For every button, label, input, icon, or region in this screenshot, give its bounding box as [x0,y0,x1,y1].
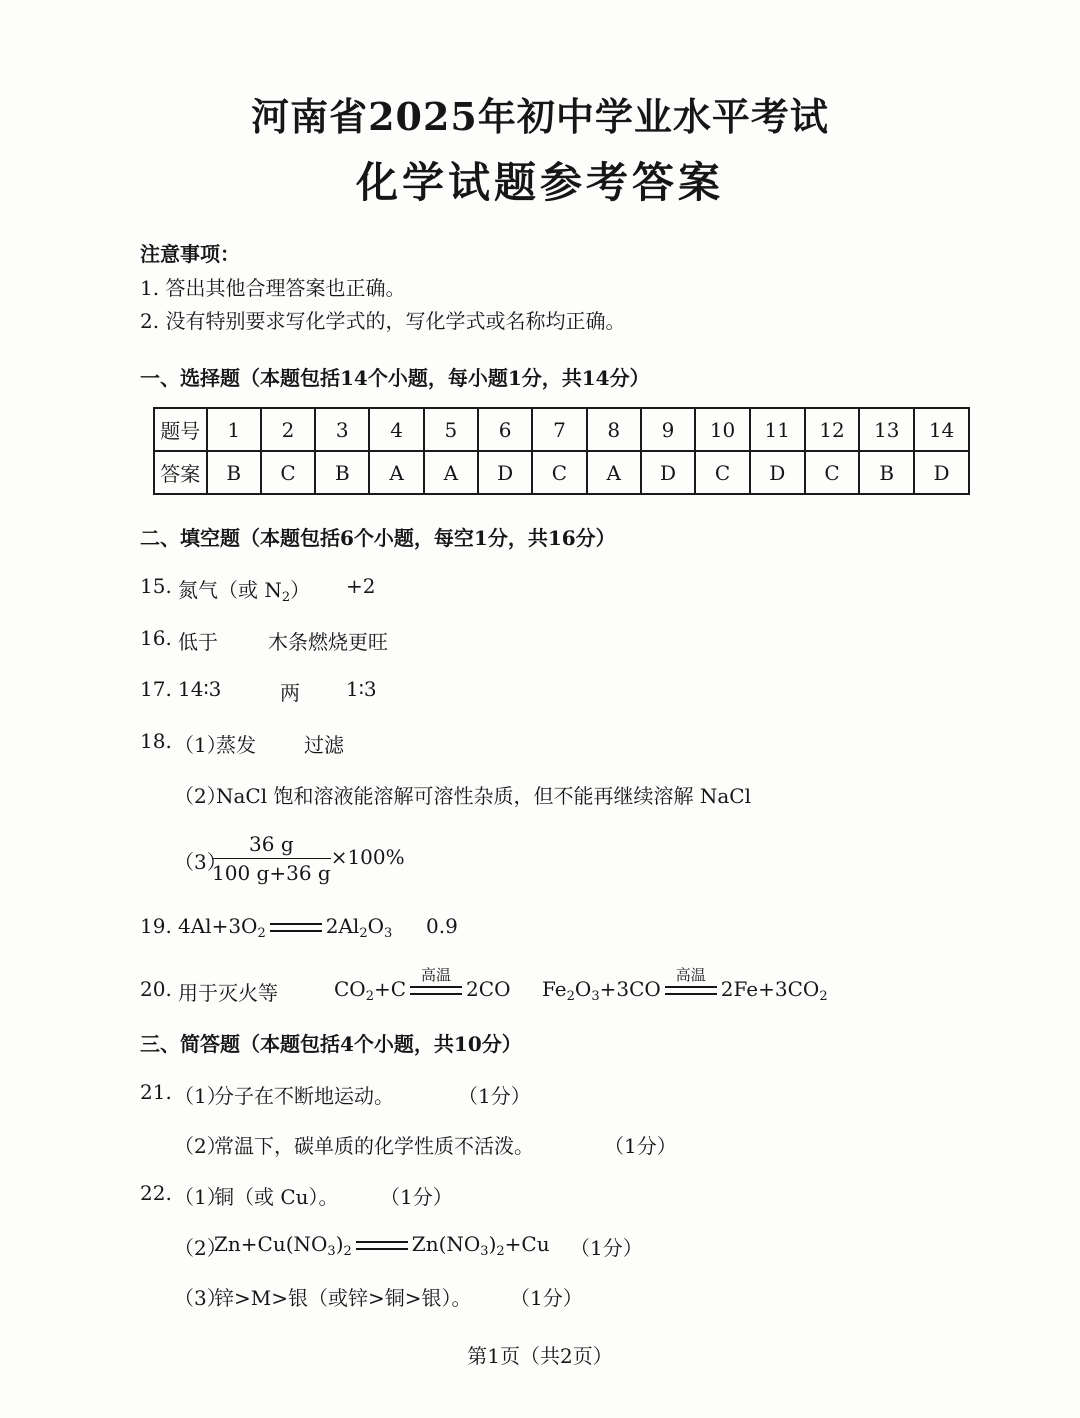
table-cell: C [695,451,750,494]
q21-part2-score: （1分） [604,1134,677,1158]
q20-number: 20. [140,977,172,1001]
section-2-heading: 二、填空题（本题包括6个小题，每空1分，共16分） [140,526,616,550]
table-cell: 9 [641,408,695,451]
equals-sign [356,1241,408,1250]
table-cell: A [424,451,478,494]
q22-part3-score: （1分） [510,1286,583,1310]
q18-number: 18. [140,729,172,753]
table-cell: 5 [424,408,478,451]
q15-answer-2: +2 [346,574,376,598]
q16-answer-1: 低于 [178,630,218,654]
q21-part1-label: （1） [174,1084,227,1108]
q20-equation-1: $CO_2+C$ 高温 2CO [334,966,511,1004]
equals-sign [270,923,322,932]
table-cell: D [750,451,805,494]
table-cell: 2 [261,408,315,451]
note-item-1: 1. 答出其他合理答案也正确。 [140,276,406,300]
q18-part1-answer-1: 蒸发 [216,733,256,757]
q18-part1-label: （1） [174,733,227,757]
page-number: 第1页（共2页） [467,1344,613,1368]
q22-part1-label: （1） [174,1185,227,1209]
q21-number: 21. [140,1080,172,1104]
mass-fraction: $\frac{36 g}{100 g+36 g}$ [212,832,331,885]
equals-sign: 高温 [410,986,462,995]
equals-sign: 高温 [665,986,717,995]
q18-part2-answer: NaCl 饱和溶液能溶解可溶性杂质，但不能再继续溶解 NaCl [216,784,751,808]
section-3-heading: 三、简答题（本题包括4个小题，共10分） [140,1032,522,1056]
table-cell: 14 [914,408,969,451]
q22-part2-score: （1分） [570,1236,643,1260]
q18-part3-answer: $\frac{36 g}{100 g+36 g}$ ×100% [212,832,405,885]
table-cell: 3 [315,408,369,451]
table-cell: A [587,451,641,494]
q19-answer-2: 0.9 [426,914,458,938]
table-cell: 4 [369,408,423,451]
table-cell: 7 [532,408,586,451]
table-cell: C [532,451,586,494]
table-cell: B [315,451,369,494]
q21-part2-answer: 常温下，碳单质的化学性质不活泼。 [214,1134,534,1158]
q22-part3-answer: 锌>M>银（或锌>铜>银）。 [214,1286,472,1310]
table-cell: C [805,451,860,494]
q22-number: 22. [140,1181,172,1205]
table-cell: D [914,451,969,494]
q15-number: 15. [140,574,172,598]
q17-answer-3: 1∶3 [346,677,377,701]
table-cell: C [261,451,315,494]
q21-part1-answer: 分子在不断地运动。 [214,1084,394,1108]
table-cell: D [478,451,532,494]
answer-table [153,407,970,495]
q22-part2-equation: $Zn+Cu(NO_3)_2$ $Zn(NO_3)_2+Cu$ [214,1232,550,1259]
table-cell: 13 [859,408,914,451]
q15-answer-1: 氮气（或 $N_2$） [178,578,311,605]
q16-number: 16. [140,626,172,650]
table-cell: 12 [805,408,860,451]
section-1-heading: 一、选择题（本题包括14个小题，每小题1分，共14分） [140,366,650,390]
table-cell: A [369,451,423,494]
q20-answer-1: 用于灭火等 [178,981,278,1005]
q18-part1-answer-2: 过滤 [304,733,344,757]
q21-part2-label: （2） [174,1134,227,1158]
q17-number: 17. [140,677,172,701]
table-cell: 8 [587,408,641,451]
table-row-answers [154,451,969,494]
table-cell: B [207,451,261,494]
q22-part1-score: （1分） [380,1185,453,1209]
table-cell: 11 [750,408,805,451]
q20-equation-2: $Fe_2O_3+3CO$ 高温 $2Fe+3CO_2$ [542,966,828,1004]
table-row-label: 题号 [154,408,207,451]
table-cell: B [859,451,914,494]
q18-part2-label: （2） [174,784,227,808]
table-cell: 10 [695,408,750,451]
notes-heading: 注意事项： [140,242,240,266]
q21-part1-score: （1分） [458,1084,531,1108]
q17-answer-1: 14∶3 [178,677,222,701]
q18-part3-label: （3） [174,850,227,874]
q19-number: 19. [140,914,172,938]
page-title: 河南省2025年初中学业水平考试 [251,94,829,139]
note-item-2: 2. 没有特别要求写化学式的，写化学式或名称均正确。 [140,309,626,333]
q17-answer-2: 两 [280,681,300,705]
q16-answer-2: 木条燃烧更旺 [268,630,388,654]
q19-equation: $4Al+3O_2$ $2Al_2O_3$ [178,914,393,941]
table-cell: D [641,451,695,494]
table-row-label: 答案 [154,451,207,494]
q22-part2-label: （2） [174,1236,227,1260]
q22-part3-label: （3） [174,1286,227,1310]
table-cell: 1 [207,408,261,451]
page-subtitle: 化学试题参考答案 [355,158,724,207]
table-row-numbers [154,408,969,451]
table-cell: 6 [478,408,532,451]
q22-part1-answer: 铜（或 Cu）。 [214,1185,339,1209]
